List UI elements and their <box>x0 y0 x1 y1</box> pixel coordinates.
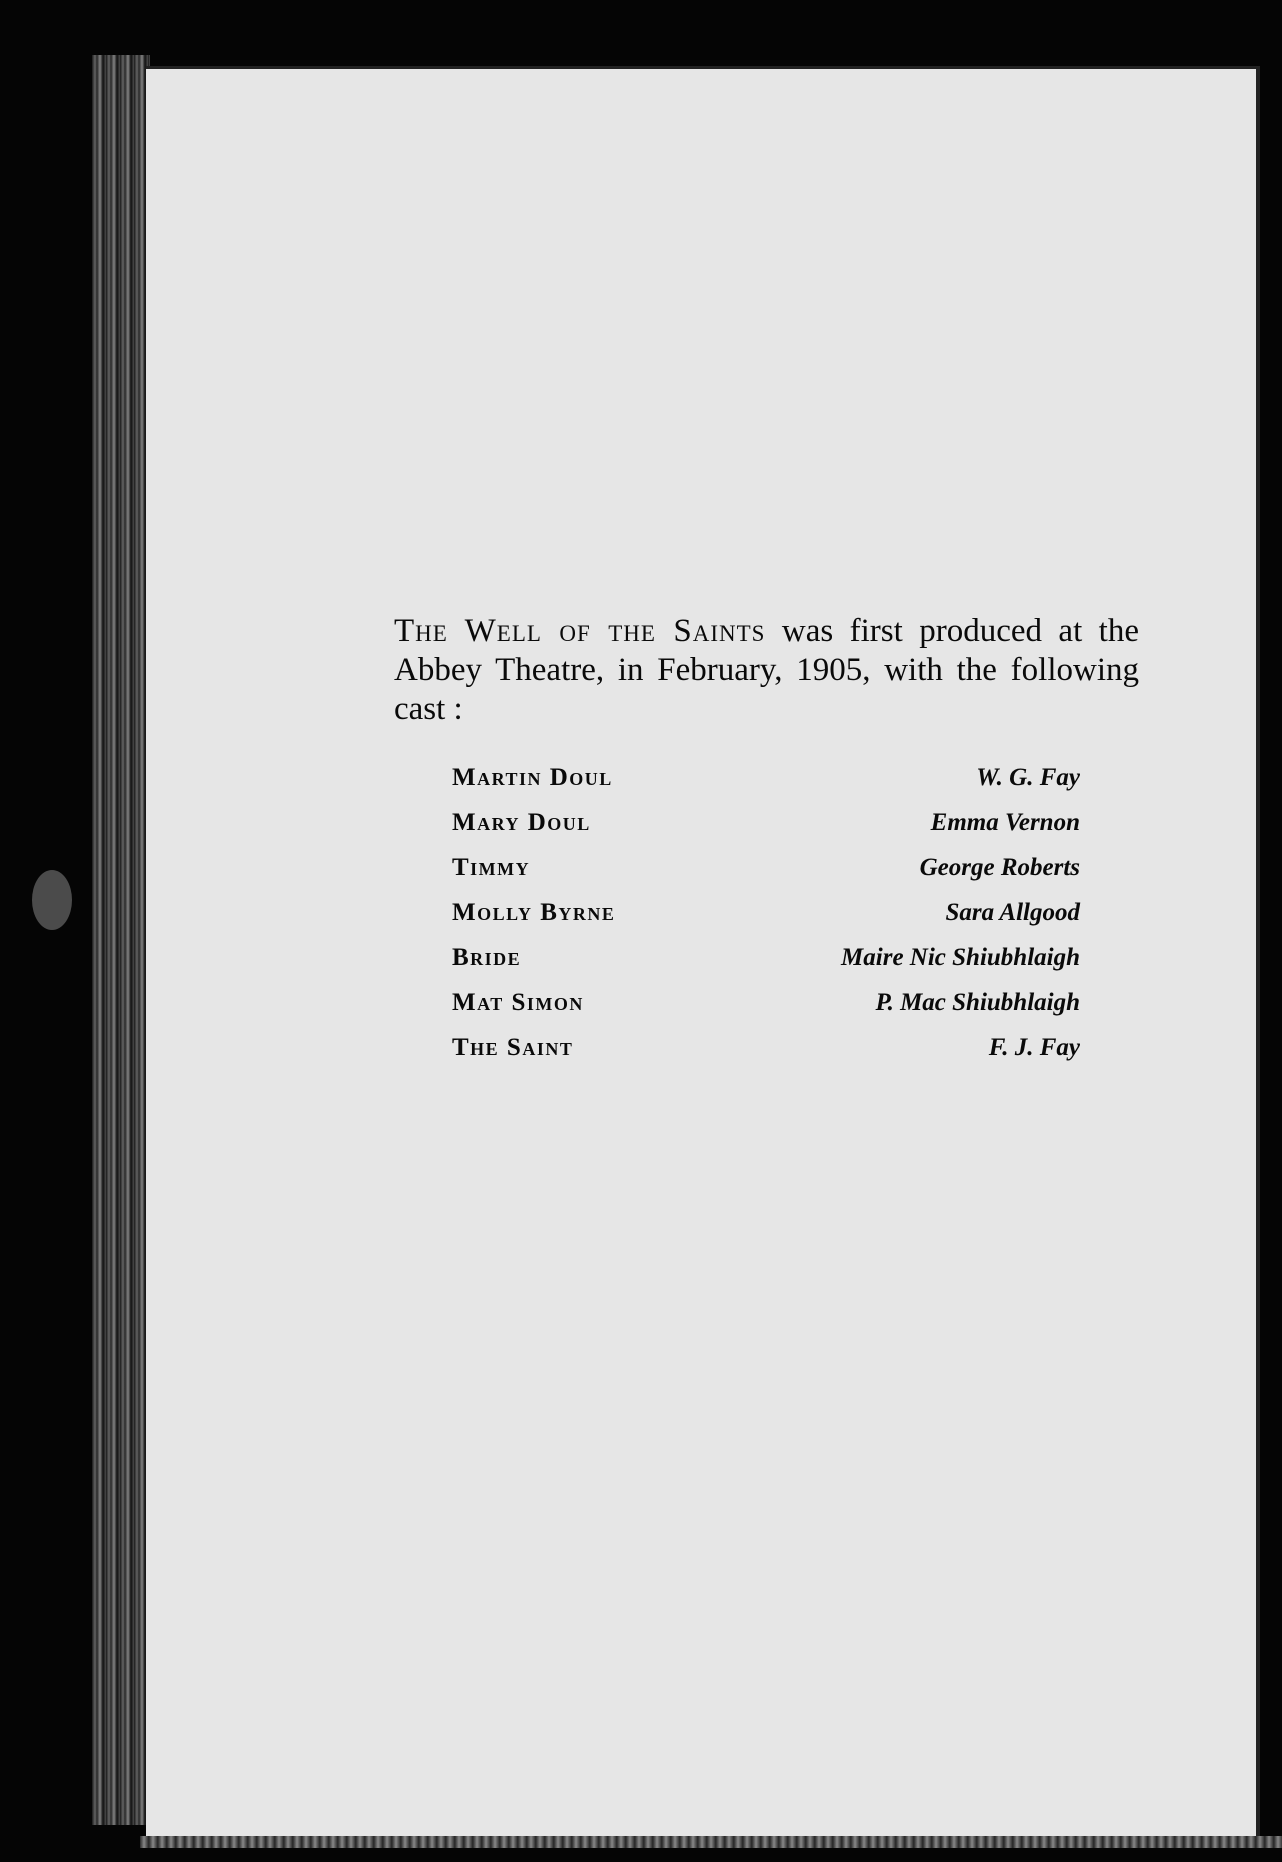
cast-list <box>452 764 1080 1079</box>
cast-row <box>452 764 1080 809</box>
play-title: The Well of the Saints <box>394 613 766 649</box>
cast-actor: Emma Vernon <box>930 809 1080 836</box>
cast-role: Timmy <box>452 854 531 881</box>
cast-actor: P. Mac Shiubhlaigh <box>875 989 1080 1016</box>
cast-row <box>452 854 1080 899</box>
cast-role: Mary Doul <box>452 809 591 836</box>
page-bottom-edge <box>140 1836 1282 1848</box>
cast-actor: George Roberts <box>919 854 1080 881</box>
cast-actor: Sara Allgood <box>945 899 1080 926</box>
cast-actor: Maire Nic Shiubhlaigh <box>841 944 1080 971</box>
cast-role: Bride <box>452 944 522 971</box>
cast-row <box>452 899 1080 944</box>
book-spine <box>92 55 150 1825</box>
cast-role: Martin Doul <box>452 764 613 791</box>
cast-role: Mat Simon <box>452 989 584 1016</box>
production-note-text: was first produced at the Abbey Theatre, in February, 1905, with the following cast : <box>394 613 1139 727</box>
cast-row <box>452 989 1080 1034</box>
cast-row <box>452 1034 1080 1079</box>
cast-role: Molly Byrne <box>452 899 616 926</box>
scan-blot <box>32 870 72 930</box>
cast-actor: F. J. Fay <box>988 1034 1080 1061</box>
cast-role: The Saint <box>452 1034 574 1061</box>
cast-row <box>452 809 1080 854</box>
production-note <box>394 612 1139 729</box>
cast-row <box>452 944 1080 989</box>
cast-actor: W. G. Fay <box>976 764 1080 791</box>
